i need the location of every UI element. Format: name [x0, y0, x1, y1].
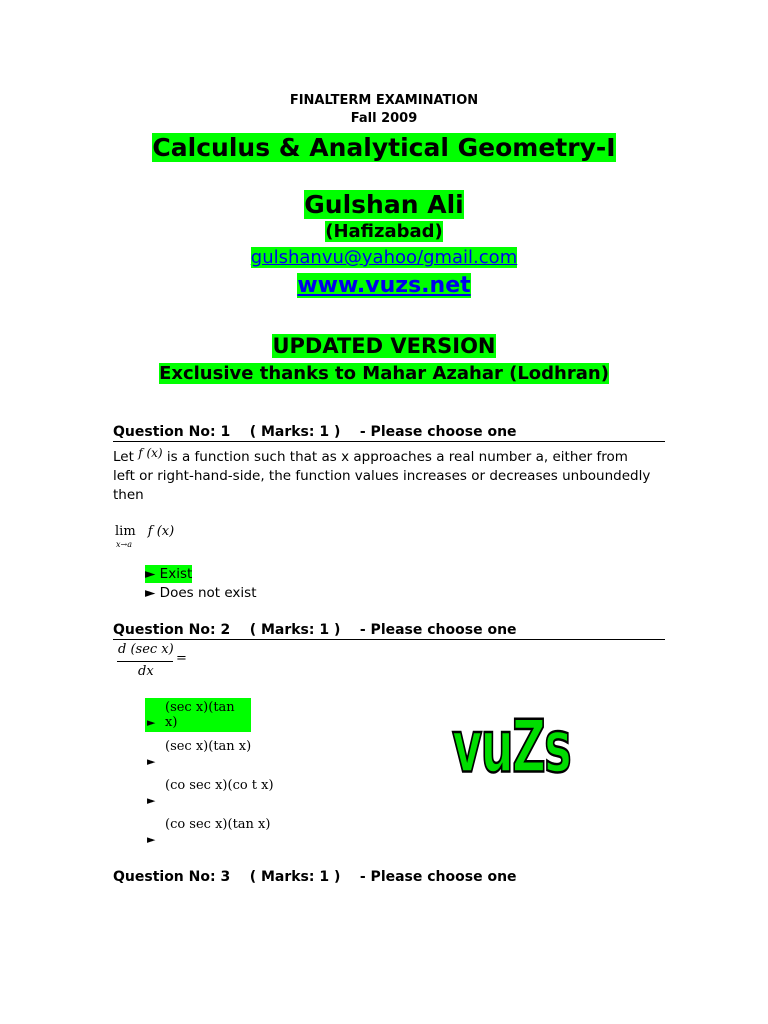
question-3-heading: Question No: 3 ( Marks: 1 ) - Please choose one: [113, 869, 517, 885]
course-title: Calculus & Analytical Geometry-I: [152, 133, 616, 162]
option-4-expression: (co sec x)(tan x): [165, 817, 271, 832]
question-1-function: f (x): [138, 446, 163, 460]
option-2-expression: (sec x)(tan x): [165, 739, 252, 754]
option-3-expression: (co sec x)(co t x): [165, 778, 274, 793]
question-1-option-exist[interactable]: ► Exist: [145, 566, 193, 582]
option-2-bullet: ►: [147, 755, 156, 768]
question-2-denominator: dx: [138, 664, 154, 679]
author-name: Gulshan Ali: [304, 190, 464, 219]
question-2-option-1[interactable]: [145, 698, 251, 732]
exam-term: Fall 2009: [350, 111, 418, 126]
option-3-bullet: ►: [147, 794, 156, 807]
vuzs-watermark-logo: vuZs: [452, 704, 571, 789]
question-2-option-2[interactable]: [145, 737, 265, 771]
question-1-limit-subscript: x→a: [116, 540, 132, 549]
question-2-equals: =: [176, 651, 187, 666]
option-1-bullet: ►: [147, 716, 156, 729]
option-1-expression: (sec x)(tan x): [165, 700, 235, 730]
option-4-bullet: ►: [147, 833, 156, 846]
question-2-option-3[interactable]: [145, 776, 285, 810]
version-label: UPDATED VERSION: [272, 334, 496, 358]
fraction-bar: [117, 661, 173, 662]
question-1-limit-expression: lim f (x): [115, 524, 175, 539]
email-link[interactable]: gulshanvu@yahoo/gmail.com: [250, 247, 518, 268]
question-1-heading: Question No: 1 ( Marks: 1 ) - Please choose one: [113, 424, 665, 442]
question-1-text: Let f (x) is a function such that as x approaches a real number a, either from left or right-hand-side, the function values increases or decreases unboundedly then: [113, 446, 651, 503]
exam-title: FINALTERM EXAMINATION: [289, 93, 479, 108]
question-1-option-does-not-exist[interactable]: ► Does not exist: [145, 585, 257, 601]
question-2-numerator: d (sec x): [118, 642, 174, 657]
question-2-option-4[interactable]: [145, 815, 285, 849]
author-city: (Hafizabad): [325, 221, 443, 242]
thanks-line: Exclusive thanks to Mahar Azahar (Lodhran): [159, 363, 609, 384]
question-2-heading: Question No: 2 ( Marks: 1 ) - Please choose one: [113, 622, 665, 640]
website-link[interactable]: www.vuzs.net: [297, 273, 471, 298]
